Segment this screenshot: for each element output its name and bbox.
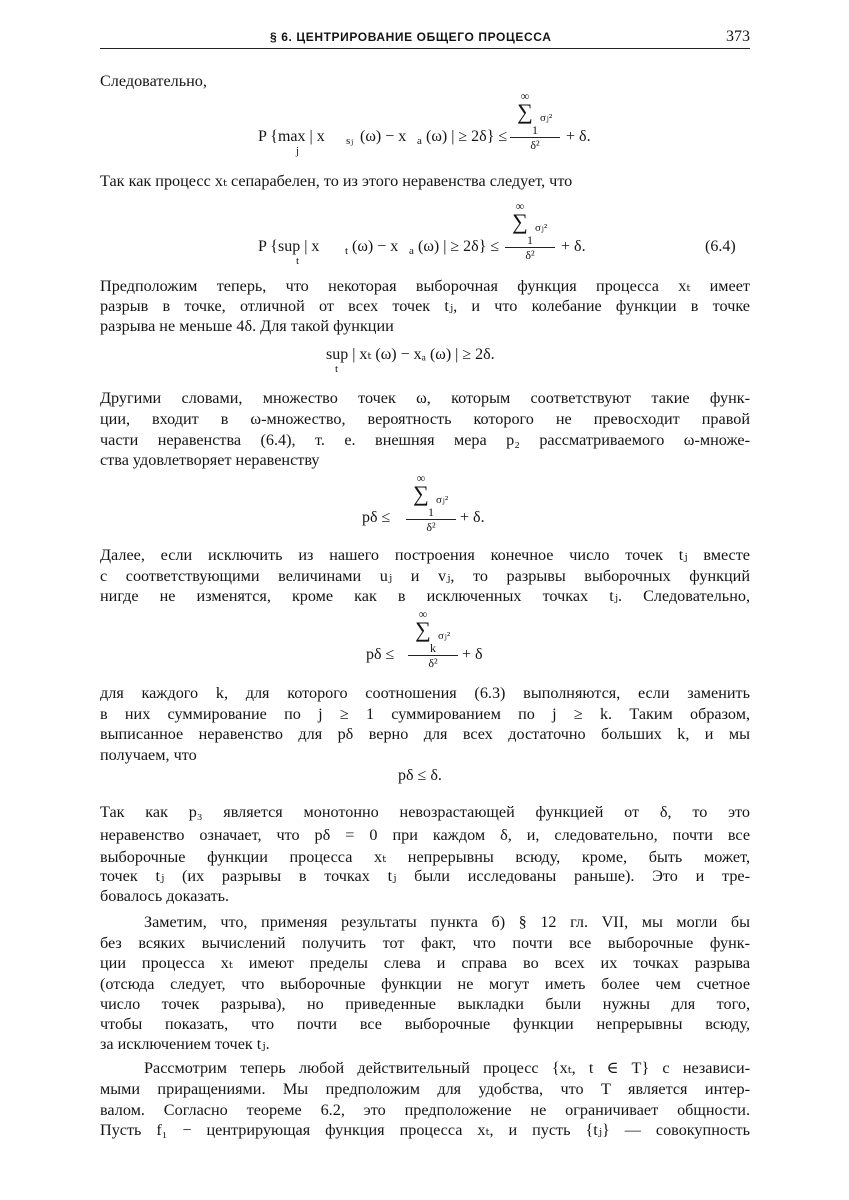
formula-part: (ω) − x bbox=[360, 128, 407, 145]
formula-subscript: a bbox=[409, 245, 414, 257]
text-line: с соответствующими величинами uⱼ и vⱼ, то разрывы выборочных функций bbox=[100, 567, 750, 585]
sum-symbol: ∑ bbox=[415, 617, 431, 642]
section-title: § 6. ЦЕНТРИРОВАНИЕ ОБЩЕГО ПРОЦЕССА bbox=[270, 30, 552, 44]
text-line: для каждого k, для которого соотношения (6.3) выполняются, если заменить bbox=[100, 684, 750, 702]
sum-term: σⱼ² bbox=[436, 494, 449, 506]
formula-part: (ω) | ≥ 2δ} ≤ bbox=[426, 128, 508, 145]
sum-term: σⱼ² bbox=[438, 630, 451, 642]
formula-subscript: t bbox=[296, 255, 300, 267]
formula-part: + δ. bbox=[460, 509, 485, 526]
sum-symbol: ∑ bbox=[517, 99, 533, 124]
denominator: δ² bbox=[428, 656, 438, 670]
text-line: Так как процесс xₜ сепарабелен, то из этого неравенства следует, что bbox=[100, 172, 573, 190]
formula-part: + δ bbox=[462, 646, 483, 663]
text-line: бовалось доказать. bbox=[100, 887, 230, 905]
sum-upper: ∞ bbox=[418, 607, 428, 621]
running-header bbox=[100, 30, 750, 52]
formula-part: (ω) − x bbox=[352, 238, 399, 255]
sum-lower: 1 bbox=[532, 123, 538, 137]
fraction bbox=[406, 506, 456, 533]
text-line: Предположим теперь, что некоторая выборочная функция процесса xₜ имеет bbox=[100, 277, 750, 295]
header-rule bbox=[100, 48, 750, 49]
fraction bbox=[505, 234, 555, 261]
text-line: точек tⱼ (их разрывы в точках tⱼ были исследованы раньше). Это и тре- bbox=[100, 867, 750, 885]
text-line: Другими словами, множество точек ω, которым соответствуют такие функ- bbox=[100, 389, 750, 407]
sum-lower: 1 bbox=[527, 233, 533, 247]
sum-term: σⱼ² bbox=[535, 222, 548, 234]
formula-part: + δ. bbox=[566, 128, 591, 145]
text-line: в них суммирование по j ≥ 1 суммированием по j ≥ k. Таким образом, bbox=[100, 705, 750, 723]
formula-part: pδ ≤ bbox=[366, 646, 395, 663]
sum-operator bbox=[505, 200, 535, 232]
sum-operator bbox=[408, 608, 438, 640]
text-line: Пусть f₁ − центрирующая функция процесса xₜ, и пусть {tⱼ} — совокупность bbox=[100, 1121, 750, 1139]
text-line: мыми приращениями. Мы предположим для удобства, что T является интер- bbox=[100, 1080, 750, 1098]
text-line: выборочные функции процесса xₜ непрерывны всюду, кроме, быть может, bbox=[100, 848, 750, 866]
text-line: без всяких вычислений получить тот факт, что почти все выборочные функ- bbox=[100, 934, 750, 952]
sum-upper: ∞ bbox=[515, 199, 525, 213]
text-line: валом. Согласно теореме 6.2, это предположение не ограничивает общности. bbox=[100, 1101, 750, 1119]
page-number: 373 bbox=[726, 28, 750, 45]
text-line: за исключением точек tⱼ. bbox=[100, 1035, 270, 1053]
text-line: ции процесса xₜ имеют пределы слева и справа во всех их точках разрыва bbox=[100, 954, 750, 972]
text-line: (отсюда следует, что выборочные функции не могут иметь более чем счетное bbox=[100, 975, 750, 993]
formula-part: pδ ≤ bbox=[362, 509, 391, 526]
text-line: Следовательно, bbox=[100, 72, 207, 90]
denominator: δ² bbox=[525, 248, 535, 262]
formula-subscript: sⱼ bbox=[346, 135, 354, 147]
sum-upper: ∞ bbox=[416, 471, 426, 485]
fraction bbox=[510, 124, 560, 151]
sum-lower: k bbox=[430, 641, 436, 655]
formula-part: (ω) | ≥ 2δ} ≤ bbox=[418, 238, 500, 255]
text-line: чтобы показать, что почти все выборочные функции непрерывны всюду, bbox=[100, 1015, 750, 1033]
text-line: ства удовлетворяет неравенству bbox=[100, 451, 320, 469]
sum-operator bbox=[510, 90, 540, 122]
text-line: неравенство означает, что pδ = 0 при каждом δ, и, следовательно, почти все bbox=[100, 826, 750, 844]
text-line: ции, входит в ω-множество, вероятность которого не превосходит правой bbox=[100, 410, 750, 428]
sum-symbol: ∑ bbox=[413, 481, 429, 506]
denominator: δ² bbox=[530, 138, 540, 152]
sum-term: σⱼ² bbox=[540, 112, 553, 124]
denominator: δ² bbox=[426, 520, 436, 534]
text-line: части неравенства (6.4), т. е. внешняя мера p₂ рассматриваемого ω-множе- bbox=[100, 431, 750, 449]
formula-part: + δ. bbox=[561, 238, 586, 255]
text-line: получаем, что bbox=[100, 746, 197, 764]
sum-lower: 1 bbox=[428, 505, 434, 519]
sum-upper: ∞ bbox=[520, 89, 530, 103]
fraction bbox=[408, 642, 458, 669]
formula-part: P {sup | x bbox=[258, 238, 320, 255]
text-line: Далее, если исключить из нашего построения конечное число точек tⱼ вместе bbox=[100, 546, 750, 564]
formula-subscript: t bbox=[335, 363, 339, 375]
text-line: разрыва не меньше 4δ. Для такой функции bbox=[100, 317, 394, 335]
text-line: Рассмотрим теперь любой действительный процесс {xₜ, t ∈ T} с независи- bbox=[144, 1059, 750, 1077]
sum-operator bbox=[406, 472, 436, 504]
text-line: Так как p₃ является монотонно невозрастающей функцией от δ, то это bbox=[100, 803, 750, 821]
formula-subscript: a bbox=[417, 135, 422, 147]
formula-subscript: j bbox=[296, 145, 300, 157]
formula-part: P {max | x bbox=[258, 128, 325, 145]
text-line: число точек разрыва), но приведенные выкладки были нужны для того, bbox=[100, 995, 750, 1013]
text-line: разрыв в точке, отличной от всех точек tⱼ, и что колебание функции в точке bbox=[100, 297, 750, 315]
formula-final: pδ ≤ δ. bbox=[398, 767, 442, 784]
equation-number: (6.4) bbox=[705, 238, 736, 255]
formula-sup-inline: sup | xₜ (ω) − xₐ (ω) | ≥ 2δ. bbox=[326, 346, 495, 363]
text-line: выписанное неравенство для pδ верно для всех достаточно больших k, и мы bbox=[100, 725, 750, 743]
text-line: нигде не изменятся, кроме как в исключенных точках tⱼ. Следовательно, bbox=[100, 587, 750, 605]
formula-subscript: t bbox=[345, 245, 349, 257]
sum-symbol: ∑ bbox=[512, 209, 528, 234]
text-line: Заметим, что, применяя результаты пункта б) § 12 гл. VII, мы могли бы bbox=[144, 913, 750, 931]
